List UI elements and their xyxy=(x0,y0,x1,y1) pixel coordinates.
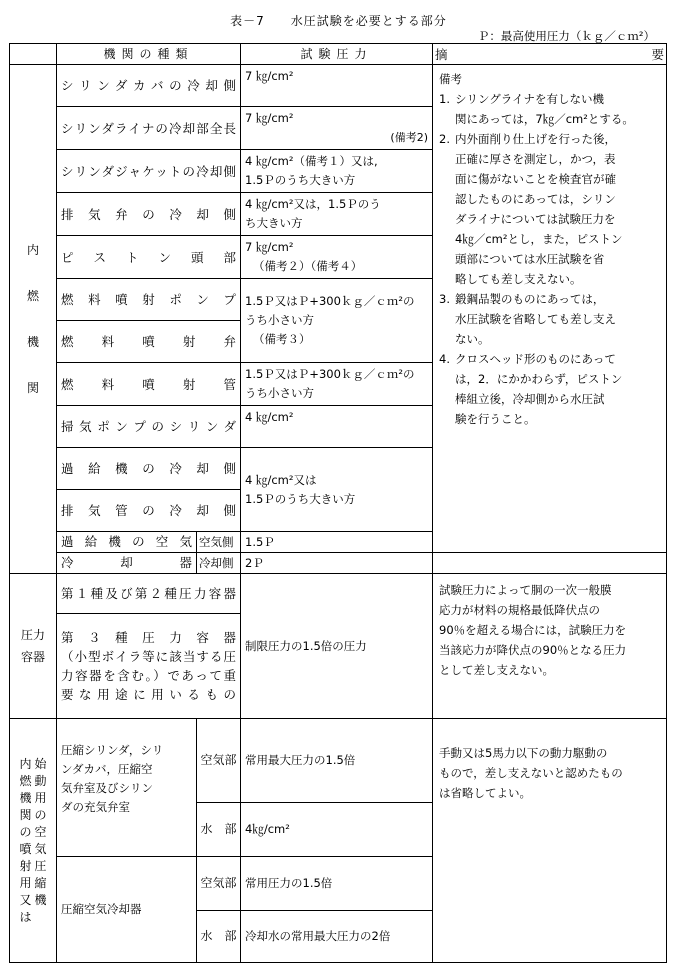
pv-section-label: 圧力 容器 xyxy=(10,574,57,719)
side-label: 水 部 xyxy=(197,803,241,857)
side-label: 空気部 xyxy=(197,857,241,911)
engine-part-name: 過給機の空気 xyxy=(57,532,197,553)
test-pressure: 4 ㎏/cm² xyxy=(241,406,433,448)
table-row xyxy=(10,65,667,107)
header-row xyxy=(10,44,667,65)
test-pressure: 7 ㎏/cm² (備考2) xyxy=(241,107,433,150)
test-pressure: 4 ㎏/cm²又は，1.5Ｐのう ち大きい方 xyxy=(241,193,433,236)
test-pressure: 4㎏/cm² xyxy=(241,803,433,857)
engine-part-name: 排気弁の冷却側 xyxy=(57,193,241,236)
engine-part-name: 掃気ポンプのシリンダ xyxy=(57,406,241,448)
test-pressure: 常用圧力の1.5倍 xyxy=(241,857,433,911)
engine-part-name: シリンダライナの冷却部全長 xyxy=(57,107,241,150)
engine-part-name: 燃料噴射弁 xyxy=(57,321,241,363)
ice-section-label: 内 燃 機 関 xyxy=(10,65,57,574)
test-pressure: 1.5Ｐ又はＰ+300ｋｇ／ｃｍ²の うち小さい方 （備考３） xyxy=(241,279,433,363)
vessel-type: 第３種圧力容器 （小型ボイラ等に該当する圧 力容器を含む。）であって重 要な用途に用いるもの xyxy=(57,614,241,719)
compressor-part: 圧縮空気冷却器 xyxy=(57,857,197,963)
test-pressure: 4 ㎏/cm²又は 1.5Ｐのうち大きい方 xyxy=(241,448,433,532)
engine-part-name: シリンダカバの冷却側 xyxy=(57,65,241,107)
compressor-part: 圧縮シリンダ，シリ ンダカバ，圧縮空 気弁室及びシリン ダの充気弁室 xyxy=(57,719,197,857)
header-pressure: 試験圧力 xyxy=(241,44,433,65)
table-row xyxy=(10,719,667,803)
side-label: 空気側 xyxy=(197,532,241,553)
engine-part-name: 燃料噴射ポンプ xyxy=(57,279,241,321)
test-pressure: 7 ㎏/cm² （備考２）（備考４） xyxy=(241,236,433,279)
engine-part-name: ピストン頭部 xyxy=(57,236,241,279)
ice-remarks: 備考 1. シリングライナを有しない機 関にあっては，7㎏／cm²とする。 2. 内外面削り仕上げを行った後， 正確に厚さを測定し，かつ，表 面に傷がないことを検査官が確 認したものにあっては，シリン ダライナについては試験圧力を 4㎏／cm²とし，また，ピストン 頭部については水圧試験を省 略しても差し支えない。 3. 鍛鋼品製のものにあっては， 水圧試験を省略しても差し支え ない。 4. クロスヘッド形のものにあって は，2．にかかわらず，ピストン 棒組立後，冷却側から水圧試 験を行うこと。 xyxy=(433,65,667,553)
engine-part-name: 冷却器 xyxy=(57,553,197,574)
side-label: 空気部 xyxy=(197,719,241,803)
header-blank xyxy=(10,44,57,65)
vessel-type: 第１種及び第２種圧力容器 xyxy=(57,574,241,614)
engine-part-name: 過給機の冷却側 xyxy=(57,448,241,490)
table-row xyxy=(10,553,667,574)
pressure-test-table xyxy=(9,43,667,963)
engine-part-name: 燃料噴射管 xyxy=(57,363,241,406)
empty-cell xyxy=(433,553,667,574)
header-type: 機関の種類 xyxy=(57,44,241,65)
test-pressure: 常用最大圧力の1.5倍 xyxy=(241,719,433,803)
header-remarks: 摘 要 xyxy=(433,44,667,65)
remarks-heading: 備考 xyxy=(439,72,463,86)
air-remarks: 手動又は5馬力以下の動力駆動の もので，差し支えないと認めたもの は省略してよい。 xyxy=(433,719,667,963)
test-pressure: 7 ㎏/cm² xyxy=(241,65,433,107)
test-pressure: 4 ㎏/cm²（備考１）又は, 1.5Ｐのうち大きい方 xyxy=(241,150,433,193)
test-pressure: 1.5Ｐ又はＰ+300ｋｇ／ｃｍ²の うち小さい方 xyxy=(241,363,433,406)
engine-part-name: 排気管の冷却側 xyxy=(57,490,241,532)
test-pressure: 制限圧力の1.5倍の圧力 xyxy=(241,574,433,719)
table-title: 表－7 水圧試験を必要とする部分 xyxy=(230,14,447,28)
table-row xyxy=(10,574,667,614)
pv-remarks: 試験圧力によって胴の一次一般膜 応力が材料の規格最低降伏点の 90％を超える場合には，試験圧力を 当該応力が降伏点の90％となる圧力 として差し支えない。 xyxy=(433,574,667,719)
test-pressure: 1.5Ｐ xyxy=(241,532,433,553)
engine-part-name: シリンダジャケットの冷却側 xyxy=(57,150,241,193)
test-pressure: 2Ｐ xyxy=(241,553,433,574)
test-pressure: 冷却水の常用最大圧力の2倍 xyxy=(241,911,433,963)
side-label: 水 部 xyxy=(197,911,241,963)
side-label: 冷却側 xyxy=(197,553,241,574)
unit-note: Ｐ：最高使用圧力（ｋｇ／ｃｍ²） xyxy=(477,29,655,43)
air-section-label: 内 燃 機 関 の 噴 射 用 又 は 始 動 用 の 空 気 圧 縮 機 xyxy=(10,719,57,963)
